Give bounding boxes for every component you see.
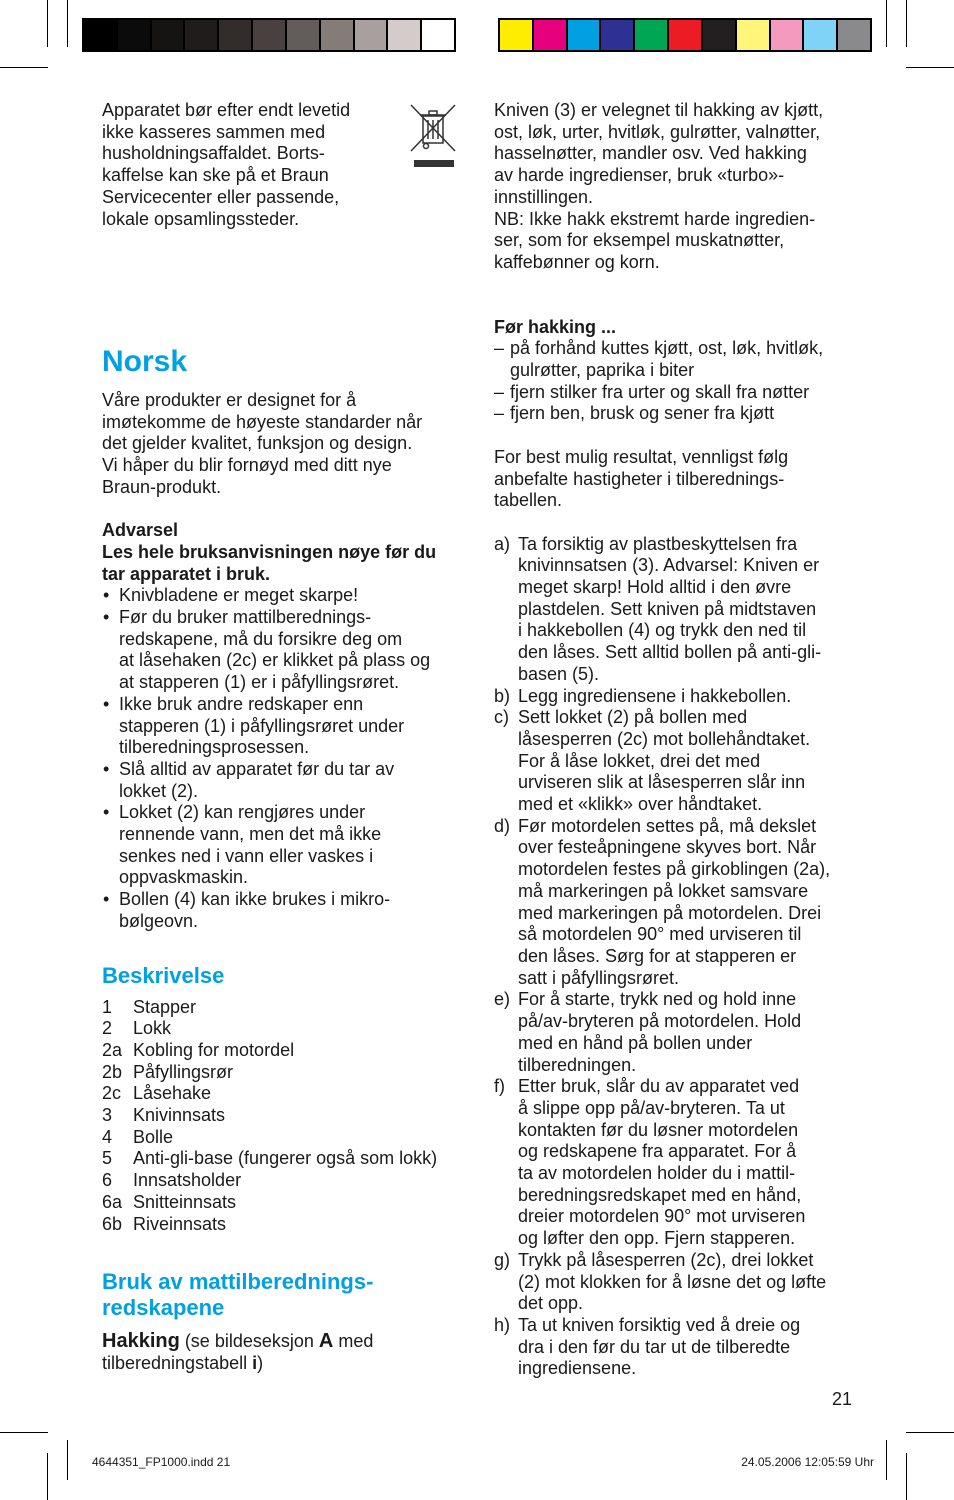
chopping-label: Hakking	[102, 1330, 180, 1353]
step-line: den låses. Sørg for at stapperen er	[518, 945, 797, 966]
before-chopping-heading: Før hakking ...	[494, 316, 617, 337]
step-item	[494, 816, 874, 990]
disposal-line: kaffelse kan ske på et Braun	[102, 165, 329, 186]
step-letter: b)	[494, 685, 511, 706]
step-line: For å låse lokket, drei det med	[518, 750, 761, 771]
step-line: Etter bruk, slår du av apparatet ved	[518, 1076, 800, 1097]
step-line: meget skarp! Hold alltid i den øvre	[518, 577, 792, 598]
warning-item-line: redskapene, må du forsikre deg om	[119, 628, 403, 649]
parts-row	[102, 1018, 437, 1040]
step-line: basen (5).	[518, 663, 600, 684]
before-chopping-line: – på forhånd kuttes kjøtt, ost, løk, hvitløk,	[510, 338, 824, 359]
before-chopping-line: gulrøtter, paprika i biter	[510, 360, 695, 381]
step-line: dra i den før du tar ut de tilberedte	[518, 1336, 791, 1357]
best-result-line: tabellen.	[494, 490, 563, 511]
crop-mark	[906, 67, 954, 68]
step-line: satt i påfyllingsrøret.	[518, 967, 680, 988]
crop-mark	[67, 1440, 68, 1480]
part-label: Anti-gli-base (fungerer også som lokk)	[133, 1148, 438, 1169]
disposal-line: lokale opsamlingssteder.	[102, 208, 300, 229]
step-line: Ta ut kniven forsiktig ved å dreie og	[518, 1314, 801, 1335]
before-chopping-line: – fjern stilker fra urter og skall fra nøtter	[510, 381, 810, 402]
intro-line: Våre produkter er designet for å	[102, 390, 357, 410]
step-line: tilberedningen.	[518, 1054, 637, 1075]
warning-item-line: at låsehaken (2c) er klikket på plass og	[119, 650, 431, 671]
step-letter: f)	[494, 1076, 505, 1097]
knife-info-paragraph	[494, 100, 874, 274]
part-label: Bolle	[133, 1126, 174, 1147]
best-result-paragraph	[494, 447, 874, 512]
warning-item	[102, 802, 472, 889]
step-letter: d)	[494, 815, 511, 836]
chopping-ref-text: tilberedningstabell	[102, 1353, 253, 1373]
step-line: så motordelen 90° med urviseren til	[518, 924, 802, 945]
color-swatch	[386, 20, 420, 50]
intro-line: Braun-produkt.	[102, 476, 222, 497]
step-line: Ta forsiktig av plastbeskyttelsen fra	[518, 533, 798, 554]
color-swatch	[667, 20, 701, 50]
color-swatch	[802, 20, 836, 50]
section-title: Norsk	[102, 345, 188, 378]
warning-item-line: • Før du bruker mattilberednings-	[119, 607, 372, 628]
color-swatch	[769, 20, 803, 50]
parts-list	[102, 997, 437, 1236]
warning-heading: Advarsel	[102, 520, 179, 541]
right-column	[494, 100, 874, 1380]
step-line: og løfter den opp. Fjern stapperen.	[518, 1228, 796, 1249]
step-line: For å starte, trykk ned og hold inne	[518, 989, 797, 1010]
crop-mark	[906, 0, 907, 47]
part-label: Snitteinnsats	[133, 1191, 237, 1212]
warning-item-line: • Lokket (2) kan rengjøres under	[119, 802, 366, 823]
part-number: 6b	[102, 1213, 123, 1234]
warning-item-line: • Ikke bruk andre redskaper enn	[119, 693, 364, 714]
intro-paragraph	[102, 390, 472, 499]
step-line: over festeåpningene skyves bort. Når	[518, 837, 817, 858]
warning-item	[102, 607, 472, 694]
step-line: kontakten før du løsner motordelen	[518, 1119, 799, 1140]
part-number: 3	[102, 1105, 113, 1126]
color-swatch	[217, 20, 251, 50]
intro-line: det gjelder kvalitet, funksjon og design.	[102, 433, 413, 454]
step-letter: c)	[494, 707, 509, 728]
step-line: må markeringen på lokket samsvare	[518, 880, 809, 901]
step-letter: g)	[494, 1249, 511, 1270]
before-chopping-item	[494, 338, 874, 381]
part-label: Knivinnsats	[133, 1105, 226, 1126]
step-item	[494, 1076, 874, 1250]
part-label: Innsatsholder	[133, 1170, 242, 1191]
best-result-line: anbefalte hastigheter i tilberednings-	[494, 468, 785, 489]
step-line: dreier motordelen 90° mot urviseren	[518, 1206, 806, 1227]
parts-row	[102, 1040, 437, 1062]
steps-list	[494, 534, 874, 1380]
step-line: med en hånd på bollen under	[518, 1032, 753, 1053]
warning-subheading-line: tar apparatet i bruk.	[102, 563, 271, 584]
step-line: med markeringen på motordelen. Drei	[518, 902, 822, 923]
chopping-ref-text: med	[333, 1331, 374, 1352]
part-number: 2a	[102, 1039, 123, 1060]
before-chopping-line: – fjern ben, brusk og sener fra kjøtt	[510, 403, 775, 424]
step-line: urviseren slik at låsesperren slår inn	[518, 772, 806, 793]
before-chopping-item	[494, 382, 874, 404]
part-number: 6	[102, 1170, 113, 1191]
step-item	[494, 989, 874, 1076]
color-swatch	[150, 20, 184, 50]
chopping-ref-text: (se bildeseksjon	[179, 1331, 319, 1352]
part-number: 5	[102, 1148, 113, 1169]
step-letter: e)	[494, 989, 511, 1010]
warning-item-line: • Knivbladene er meget skarpe!	[119, 585, 359, 606]
step-line: ta av motordelen holder du i mattil-	[518, 1163, 796, 1184]
crop-mark	[0, 67, 48, 68]
best-result-line: For best mulig resultat, vennligst følg	[494, 446, 789, 467]
color-swatch	[420, 20, 454, 50]
parts-row	[102, 1127, 437, 1149]
step-line: ingrediensene.	[518, 1358, 637, 1379]
color-swatch	[116, 20, 150, 50]
disposal-line: Apparatet bør efter endt levetid	[102, 100, 351, 120]
usage-heading	[102, 1269, 472, 1321]
step-item	[494, 1250, 874, 1315]
color-swatch	[353, 20, 387, 50]
part-number: 4	[102, 1126, 113, 1147]
warning-item-line: lokket (2).	[119, 780, 199, 801]
part-number: 2	[102, 1018, 113, 1039]
crop-mark	[906, 1453, 907, 1500]
warning-item-line: oppvaskmaskin.	[119, 867, 249, 888]
color-calibration-bar	[498, 18, 872, 52]
color-swatch	[633, 20, 667, 50]
part-label: Stapper	[133, 996, 197, 1017]
crop-mark	[47, 0, 48, 47]
step-line: den låses. Sett alltid bollen på anti-gli-	[518, 642, 822, 663]
step-letter: h)	[494, 1314, 511, 1335]
warning-item	[102, 694, 472, 759]
disposal-line: husholdningsaffaldet. Borts-	[102, 143, 325, 164]
knife-info-line: hasselnøtter, mandler osv. Ved hakking	[494, 143, 807, 164]
parts-row	[102, 1105, 437, 1127]
part-number: 2b	[102, 1061, 123, 1082]
chopping-ref-i: i	[252, 1353, 258, 1373]
step-line: å slippe opp på/av-bryteren. Ta ut	[518, 1097, 785, 1118]
knife-info-line: av harde ingredienser, bruk «turbo»-	[494, 165, 785, 186]
color-swatch	[599, 20, 633, 50]
color-swatch	[532, 20, 566, 50]
color-swatch	[183, 20, 217, 50]
usage-heading-line: Bruk av mattilberednings-	[102, 1269, 374, 1295]
before-chopping-block	[494, 317, 874, 426]
part-number: 1	[102, 996, 113, 1017]
step-line: knivinnsatsen (3). Advarsel: Kniven er	[518, 555, 820, 576]
usage-heading-line: redskapene	[102, 1295, 225, 1321]
intro-line: Vi håper du blir fornøyd med ditt nye	[102, 455, 392, 476]
color-swatch	[500, 20, 532, 50]
step-item	[494, 707, 874, 816]
warning-item	[102, 585, 472, 607]
color-swatch	[836, 20, 870, 50]
footer-date: 24.05.2006 12:05:59 Uhr	[741, 1455, 874, 1469]
step-line: låsesperren (2c) mot bollehåndtaket.	[518, 728, 811, 749]
parts-row	[102, 1192, 437, 1214]
footer-file: 4644351_FP1000.indd 21	[92, 1455, 231, 1469]
step-line: Legg ingrediensene i hakkebollen.	[518, 685, 792, 706]
parts-row	[102, 1083, 437, 1105]
warning-item	[102, 889, 472, 932]
before-chopping-list	[494, 338, 874, 425]
parts-row	[102, 1170, 437, 1192]
crossed-out-wheelie-bin-icon	[409, 102, 459, 172]
disposal-line: ikke kasseres sammen med	[102, 121, 326, 142]
parts-row	[102, 1148, 437, 1170]
parts-row	[102, 997, 437, 1019]
color-swatch	[319, 20, 353, 50]
chopping-ref-text: )	[257, 1353, 264, 1373]
intro-line: imøtekomme de høyeste standarder når	[102, 411, 423, 432]
part-label: Kobling for motordel	[133, 1039, 295, 1060]
left-column	[102, 344, 472, 1375]
crop-mark	[0, 1432, 48, 1433]
warning-list	[102, 585, 472, 932]
step-line: Trykk på låsesperren (2c), drei lokket	[518, 1249, 814, 1270]
warning-item-line: • Bollen (4) kan ikke brukes i mikro-	[119, 889, 391, 910]
knife-info-line: ser, som for eksempel muskatnøtter,	[494, 230, 785, 251]
color-swatch	[701, 20, 735, 50]
warning-item-line: stapperen (1) i påfyllingsrøret under	[119, 715, 405, 736]
knife-info-line: Kniven (3) er velegnet til hakking av kjøtt,	[494, 100, 824, 120]
step-line: motordelen festes på girkoblingen (2a),	[518, 859, 831, 880]
disposal-note	[102, 100, 392, 230]
color-swatch	[285, 20, 319, 50]
part-number: 6a	[102, 1191, 123, 1212]
warning-subheading	[102, 542, 472, 585]
step-line: og redskapene fra apparatet. For å	[518, 1141, 797, 1162]
disposal-line: Servicecenter eller passende,	[102, 186, 340, 207]
grayscale-calibration-bar	[82, 18, 456, 52]
warning-item-line: senkes ned i vann eller vaskes i	[119, 845, 374, 866]
crop-mark	[67, 0, 68, 47]
crop-mark	[886, 0, 887, 47]
step-line: Før motordelen settes på, må dekslet	[518, 815, 817, 836]
color-swatch	[566, 20, 600, 50]
part-label: Riveinnsats	[133, 1213, 227, 1234]
parts-row	[102, 1214, 437, 1236]
color-swatch	[251, 20, 285, 50]
chopping-line	[102, 1331, 472, 1374]
warning-subheading-line: Les hele bruksanvisningen nøye før du	[102, 541, 437, 562]
knife-info-line: kaffebønner og korn.	[494, 251, 660, 272]
warning-block	[102, 520, 472, 932]
step-item	[494, 686, 874, 708]
step-line: plastdelen. Sett kniven på midtstaven	[518, 598, 817, 619]
step-line: i hakkebollen (4) og trykk den ned til	[518, 620, 807, 641]
warning-item-line: rennende vann, men det må ikke	[119, 824, 382, 845]
page-number: 21	[831, 1389, 852, 1409]
part-label: Låsehake	[133, 1083, 212, 1104]
chopping-ref-letter: A	[318, 1330, 334, 1353]
part-number: 2c	[102, 1083, 122, 1104]
warning-item-line: at stapperen (1) er i påfyllingsrøret.	[119, 672, 400, 693]
color-swatch	[735, 20, 769, 50]
part-label: Lokk	[133, 1018, 172, 1039]
knife-info-line: NB: Ikke hakk ekstremt harde ingredien-	[494, 208, 816, 229]
step-line: (2) mot klokken for å løsne det og løfte	[518, 1271, 827, 1292]
step-line: beredningsredskapet med en hånd,	[518, 1184, 802, 1205]
before-chopping-item	[494, 403, 874, 425]
step-item	[494, 1315, 874, 1380]
step-line: med et «klikk» over håndtaket.	[518, 794, 763, 815]
step-line: på/av-bryteren på motordelen. Hold	[518, 1011, 802, 1032]
step-item	[494, 534, 874, 686]
crop-mark	[47, 1453, 48, 1500]
warning-item-line: • Slå alltid av apparatet før du tar av	[119, 758, 395, 779]
warning-item	[102, 759, 472, 802]
warning-item-line: bølgeovn.	[119, 910, 199, 931]
step-letter: a)	[494, 533, 511, 554]
color-swatch	[84, 20, 116, 50]
part-label: Påfyllingsrør	[133, 1061, 234, 1082]
warning-item-line: tilberedningsprosessen.	[119, 737, 310, 758]
step-line: det opp.	[518, 1293, 584, 1314]
knife-info-line: ost, løk, urter, hvitløk, gulrøtter, valnøtter,	[494, 121, 821, 142]
step-line: Sett lokket (2) på bollen med	[518, 707, 748, 728]
knife-info-line: innstillingen.	[494, 186, 594, 207]
crop-mark	[906, 1432, 954, 1433]
parts-row	[102, 1062, 437, 1084]
description-heading: Beskrivelse	[102, 962, 225, 988]
crop-mark	[886, 1440, 887, 1480]
